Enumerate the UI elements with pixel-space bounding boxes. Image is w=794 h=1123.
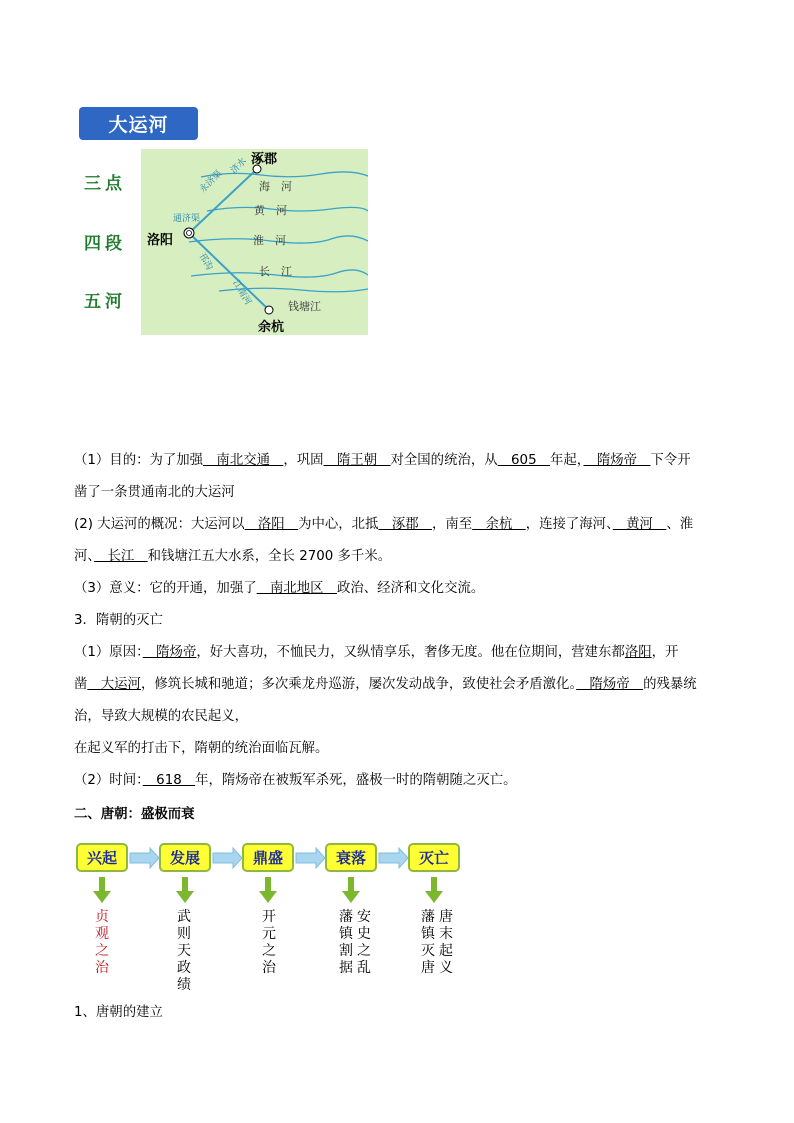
right-arrow-icon — [213, 848, 242, 868]
detail-char: 末 — [439, 926, 453, 942]
canal-label-yongji: 永济渠 — [198, 168, 225, 196]
down-arrow-icon — [425, 877, 443, 903]
stage-rise: 兴起 — [76, 843, 128, 872]
detail-tangmo — [439, 909, 453, 977]
detail-anshi — [357, 909, 371, 977]
detail-fanzhen-mie — [421, 909, 435, 977]
detail-char: 唐 — [439, 909, 453, 925]
detail-char: 则 — [177, 926, 191, 942]
canal-label-jishui: 济水 — [229, 156, 249, 177]
detail-char: 藩 — [421, 909, 435, 925]
detail-kaiyuan — [262, 909, 276, 977]
detail-char: 之 — [262, 943, 276, 959]
city-marker — [265, 306, 273, 314]
detail-char: 之 — [357, 943, 371, 959]
city-luoyang: 洛阳 — [147, 233, 174, 248]
section-badge: 大运河 — [79, 107, 198, 140]
detail-char: 贞 — [95, 909, 109, 925]
canal-label-tongji: 通济渠 — [173, 214, 201, 224]
stage-fall: 灭亡 — [408, 843, 460, 872]
detail-char: 义 — [439, 960, 453, 976]
grand-canal-map — [141, 149, 368, 335]
down-arrow-icon — [342, 877, 360, 903]
heading-tang: 二、唐朝：盛极而衰 — [74, 807, 195, 822]
label-four-sections: 四段 — [84, 234, 126, 254]
paragraph-cause: （1）原因： 隋炀帝，好大喜功，不恤民力，又纵情享乐，奢侈无度。他在位期间，营建东都洛阳，开 — [74, 645, 679, 660]
river-label-huang: 黄 河 — [254, 204, 287, 217]
right-arrow-icon — [379, 848, 408, 868]
detail-char: 开 — [262, 909, 276, 925]
river-label-huai: 淮 河 — [253, 234, 286, 247]
detail-char: 乱 — [357, 960, 371, 976]
paragraph-overview: (2) 大运河的概况：大运河以 洛阳 为中心，北抵 涿郡 ，南至 余杭 ，连接了海河、 黄河 、淮 — [74, 517, 694, 532]
down-arrow-icon — [176, 877, 194, 903]
right-arrow-icon — [130, 848, 159, 868]
detail-fanzhen — [339, 909, 353, 977]
stage-development: 发展 — [159, 843, 211, 872]
paragraph-cause-cont: 凿 大运河，修筑长城和驰道；多次乘龙舟巡游，屡次发动战争，致使社会矛盾激化。 隋炀帝 的残暴统 — [74, 677, 697, 692]
stage-decline: 衰落 — [325, 843, 377, 872]
section-tang-founding: 1、唐朝的建立 — [74, 1005, 163, 1020]
canal-label-jiangnan: 江南河 — [230, 278, 253, 307]
paragraph-significance: （3）意义：它的开通，加强了 南北地区 政治、经济和文化交流。 — [74, 581, 485, 596]
detail-char: 据 — [339, 960, 353, 976]
detail-char: 藩 — [339, 909, 353, 925]
paragraph-cause-cont2: 治，导致大规模的农民起义， — [74, 709, 249, 724]
detail-char: 镇 — [421, 926, 435, 942]
paragraph-purpose: （1）目的：为了加强 南北交通 ，巩固 隋王朝 对全国的统治，从 605 年起， 隋炀帝 下令开 — [74, 453, 691, 468]
detail-char: 史 — [357, 926, 371, 942]
detail-char: 绩 — [177, 977, 191, 993]
flow-arrows — [128, 846, 462, 870]
paragraph-cause-cont3: 在起义军的打击下，隋朝的统治面临瓦解。 — [74, 741, 329, 756]
detail-char: 唐 — [421, 960, 435, 976]
detail-char: 割 — [339, 943, 353, 959]
city-marker — [184, 228, 194, 238]
city-zhuojun: 涿郡 — [251, 152, 278, 167]
detail-char: 政 — [177, 960, 191, 976]
detail-char: 武 — [177, 909, 191, 925]
section-sui-fall: 3．隋朝的灭亡 — [74, 613, 163, 628]
detail-char: 治 — [262, 960, 276, 976]
canal-label-hangou: 邗沟 — [196, 251, 215, 273]
detail-wuzetian — [177, 909, 191, 994]
detail-char: 镇 — [339, 926, 353, 942]
detail-char: 灭 — [421, 943, 435, 959]
detail-char: 天 — [177, 943, 191, 959]
river-label-hai: 海 河 — [259, 180, 292, 193]
detail-zhenguan — [95, 909, 109, 977]
river-label-chang: 长 江 — [259, 265, 292, 278]
river-label-qiantang: 钱塘江 — [288, 300, 321, 313]
label-five-rivers: 五河 — [84, 292, 126, 312]
detail-char: 起 — [439, 943, 453, 959]
detail-char: 安 — [357, 909, 371, 925]
detail-char: 之 — [95, 943, 109, 959]
right-arrow-icon — [296, 848, 325, 868]
stage-peak: 鼎盛 — [242, 843, 294, 872]
detail-char: 元 — [262, 926, 276, 942]
down-arrows — [90, 877, 450, 905]
detail-char: 治 — [95, 960, 109, 976]
city-yuhang: 余杭 — [258, 320, 285, 335]
paragraph-overview-cont: 河、 长江 和钱塘江五大水系，全长 2700 多千米。 — [74, 549, 392, 564]
label-three-points: 三点 — [84, 174, 126, 194]
down-arrow-icon — [93, 877, 111, 903]
paragraph-purpose-cont: 凿了一条贯通南北的大运河 — [74, 485, 235, 500]
detail-char: 观 — [95, 926, 109, 942]
down-arrow-icon — [259, 877, 277, 903]
paragraph-time: （2）时间： 618 年，隋炀帝在被叛军杀死，盛极一时的隋朝随之灭亡。 — [74, 773, 517, 788]
